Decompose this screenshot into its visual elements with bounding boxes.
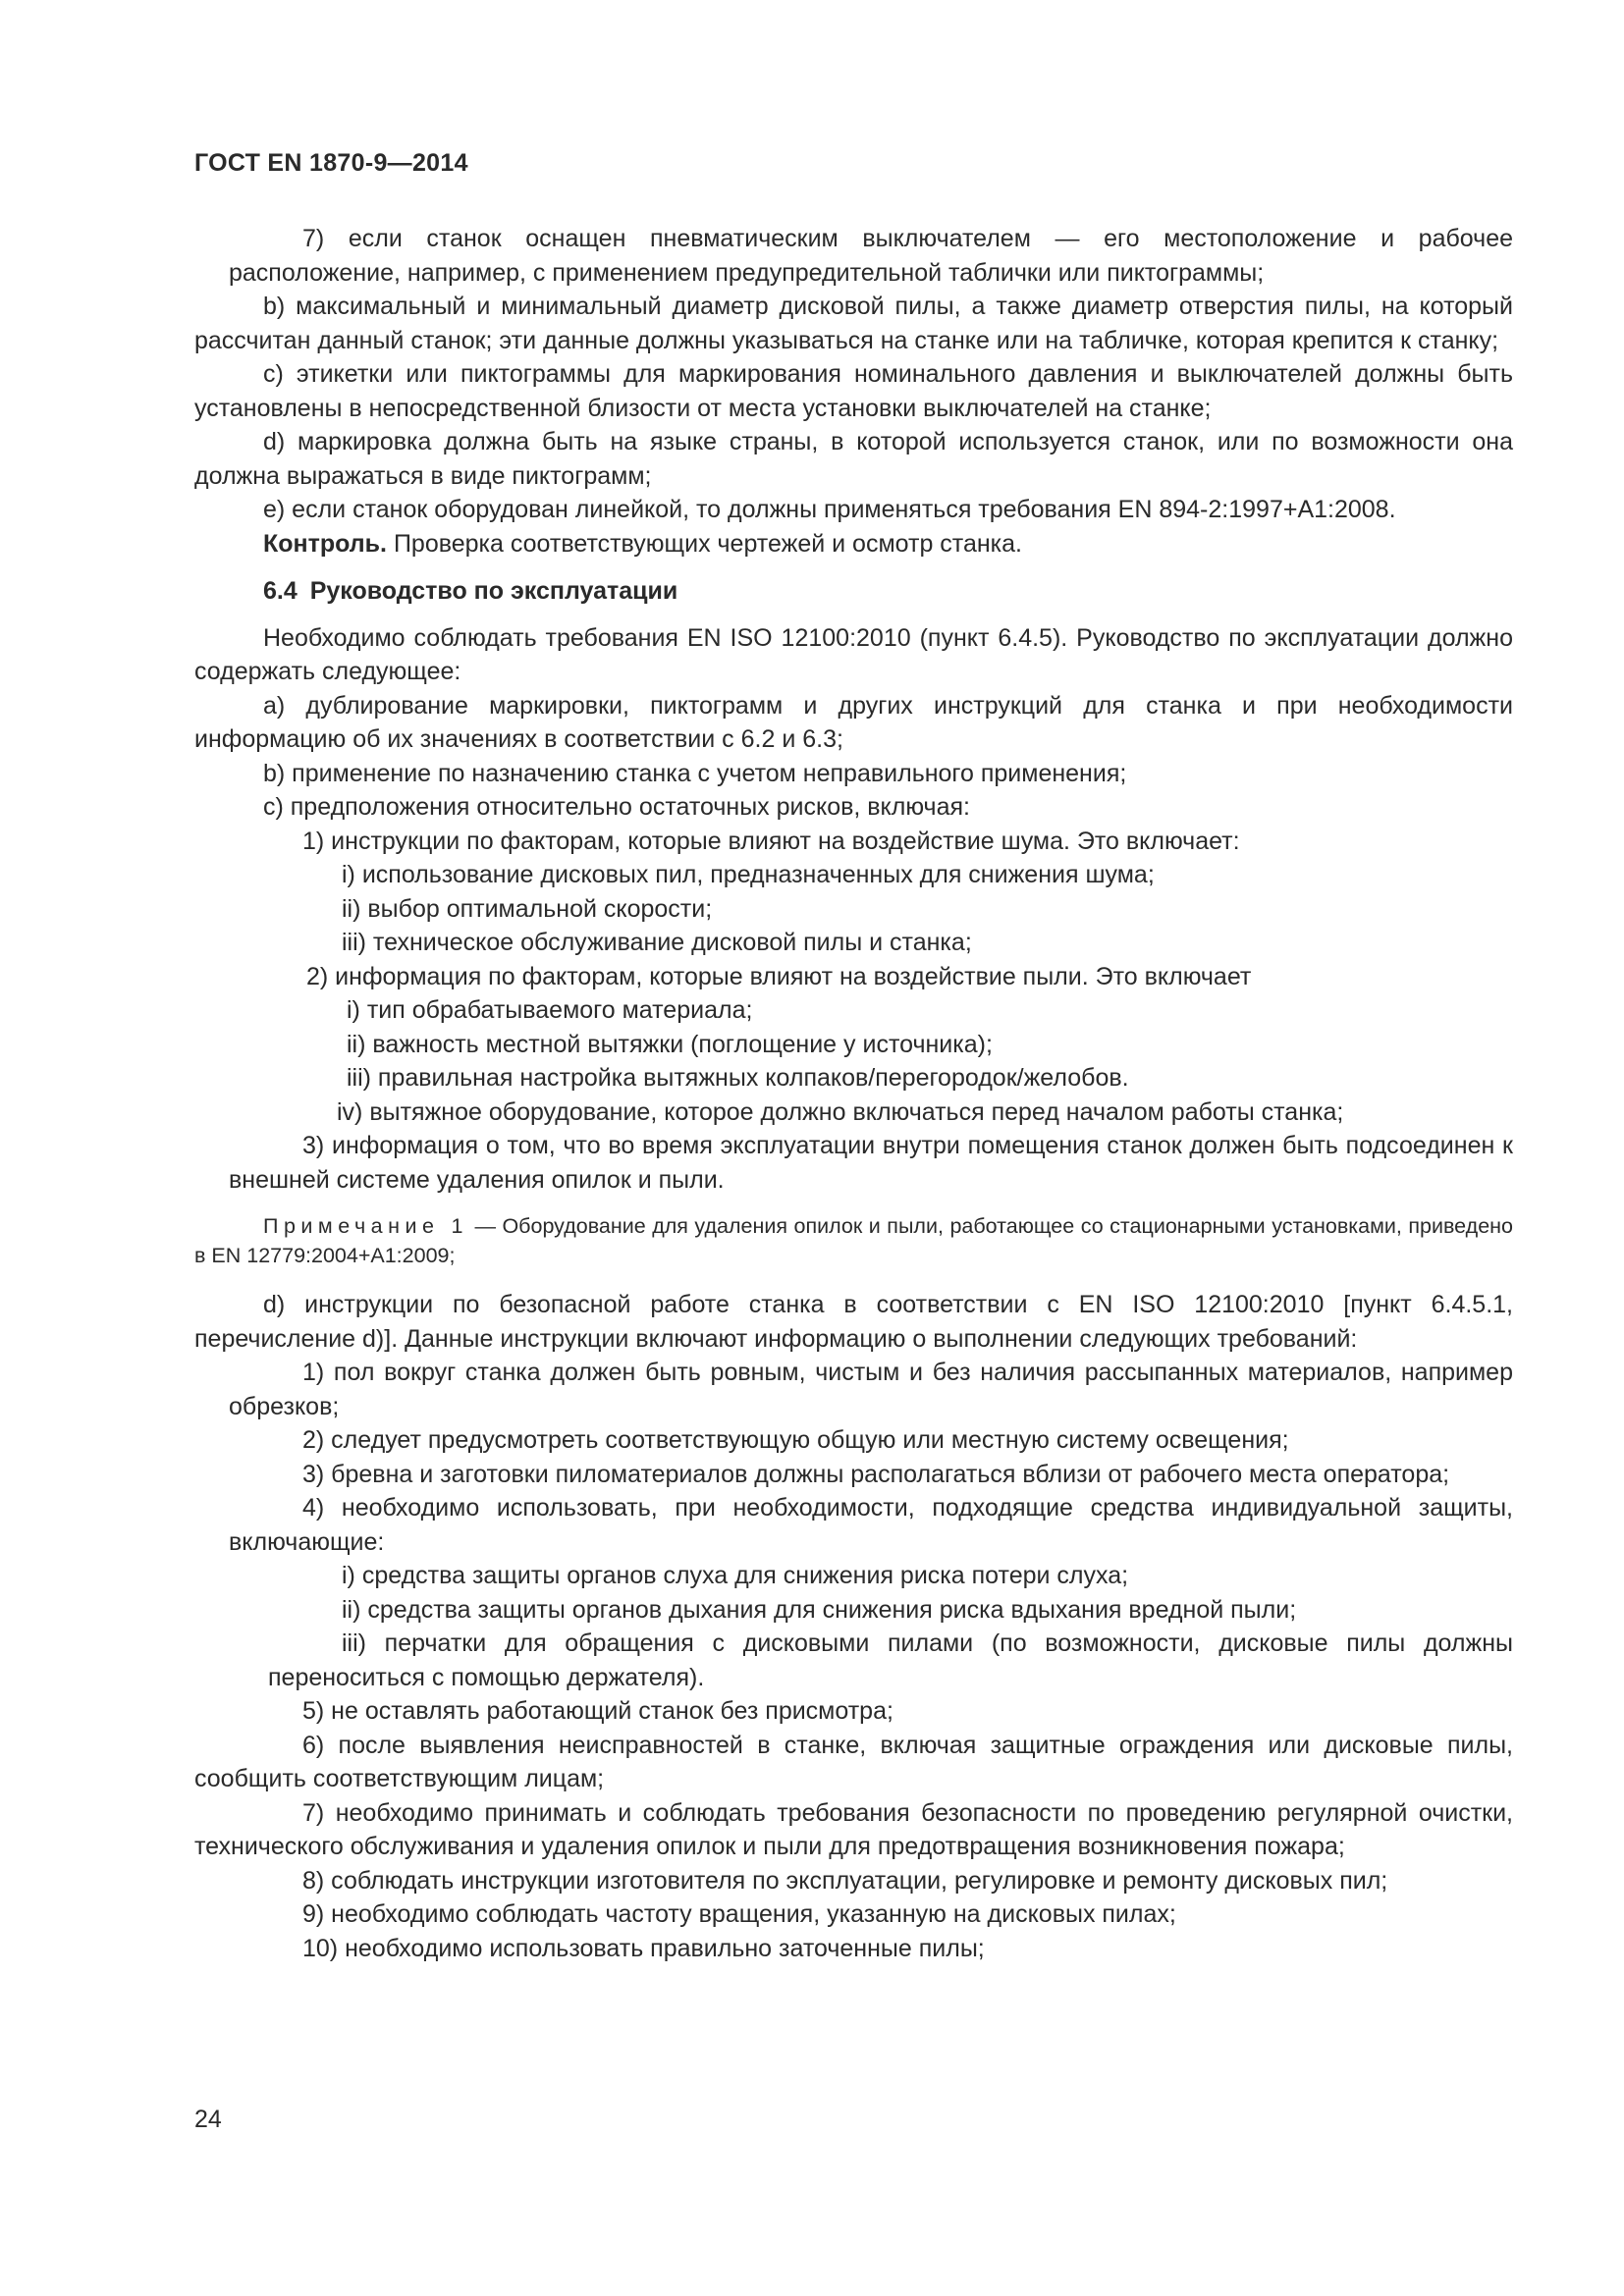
list-item: iv) вытяжное оборудование, которое должно включаться перед началом работы станка; — [337, 1097, 1344, 1126]
list-item: iii) перчатки для обращения с дисковыми пилами (по возможности, дисковые пилы должны переноситься с помощью держателя). — [268, 1629, 1513, 1691]
note-text: — Оборудование для удаления опилок и пыли, работающее со стационарными установками, приведено в EN 12779:2004+A1:2009; — [194, 1214, 1513, 1267]
section-heading — [194, 574, 1513, 609]
list-item: d) маркировка должна быть на языке страны, в которой используется станок, или по возможности она должна выражаться в виде пиктограмм; — [194, 428, 1513, 490]
list-item: iii) техническое обслуживание дисковой пилы и станка; — [342, 929, 972, 956]
section-title: Руководство по эксплуатации — [309, 577, 678, 605]
list-item: iii) правильная настройка вытяжных колпаков/перегородок/желобов. — [347, 1064, 1129, 1092]
list-item: b) применение по назначению станка с учетом неправильного применения; — [263, 759, 1127, 787]
list-item: 8) соблюдать инструкции изготовителя по эксплуатации, регулировке и ремонту дисковых пил; — [302, 1866, 1388, 1895]
document-body — [194, 222, 1513, 1965]
list-item: 4) необходимо использовать, при необходимости, подходящие средства индивидуальной защиты, включающие: — [229, 1494, 1513, 1556]
list-item: i) тип обрабатываемого материала; — [347, 996, 753, 1024]
control-text: Проверка соответствующих чертежей и осмотр станка. — [393, 529, 1023, 558]
list-item: 5) не оставлять работающий станок без присмотра; — [302, 1697, 893, 1725]
list-item: 2) следует предусмотреть соответствующую общую или местную систему освещения; — [302, 1426, 1289, 1454]
list-item: i) средства защиты органов слуха для снижения риска потери слуха; — [342, 1562, 1129, 1589]
list-item: i) использование дисковых пил, предназначенных для снижения шума; — [342, 861, 1155, 888]
list-item: b) максимальный и минимальный диаметр дисковой пилы, а также диаметр отверстия пилы, на который рассчитан данный станок; эти данные должны указываться на станке или на табличке, которая крепится к станку; — [194, 293, 1513, 354]
list-item: 9) необходимо соблюдать частоту вращения, указанную на дисковых пилах; — [302, 1900, 1176, 1928]
page-number: 24 — [194, 2106, 222, 2133]
list-item: d) инструкции по безопасной работе станка в соответствии с EN ISO 12100:2010 [пункт 6.4.5.1, перечисление d)]. Данные инструкции включают информацию о выполнении следующих требований: — [194, 1291, 1513, 1353]
list-item: e) если станок оборудован линейкой, то должны применяться требования EN 894-2:1997+A1:2008. — [263, 496, 1396, 523]
list-item: ii) средства защиты органов дыхания для снижения риска вдыхания вредной пыли; — [342, 1595, 1297, 1624]
list-item: c) предположения относительно остаточных рисков, включая: — [263, 793, 970, 821]
list-item: ii) важность местной вытяжки (поглощение у источника); — [347, 1030, 993, 1058]
list-item: c) этикетки или пиктограммы для маркирования номинального давления и выключателей должны быть установлены в непосредственной близости от места установки выключателей на станке; — [194, 360, 1513, 422]
control-label: Контроль. — [263, 529, 387, 558]
list-item: 2) информация по факторам, которые влияют на воздействие пыли. Это включает — [306, 962, 1252, 990]
note-label: Примечание 1 — [263, 1214, 468, 1238]
list-item: 1) пол вокруг станка должен быть ровным, чистым и без наличия рассыпанных материалов, например обрезков; — [229, 1359, 1513, 1420]
list-item: 6) после выявления неисправностей в станке, включая защитные ограждения или дисковые пилы, сообщить соответствующим лицам; — [194, 1731, 1513, 1792]
list-item: ii) выбор оптимальной скорости; — [342, 894, 713, 923]
list-item: a) дублирование маркировки, пиктограмм и других инструкций для станка и при необходимости информацию об их значениях в соответствии с 6.2 и 6.3; — [194, 691, 1513, 753]
list-item: 3) бревна и заготовки пиломатериалов должны располагаться вблизи от рабочего места оператора; — [302, 1460, 1450, 1488]
list-item: 10) необходимо использовать правильно заточенные пилы; — [302, 1934, 985, 1962]
list-item: 1) инструкции по факторам, которые влияют на воздействие шума. Это включает: — [302, 827, 1240, 855]
note — [194, 1211, 1513, 1270]
list-item: 7) необходимо принимать и соблюдать требования безопасности по проведению регулярной очистки, технического обслуживания и удаления опилок и пыли для предотвращения возникновения пожара; — [194, 1798, 1513, 1860]
document-header: ГОСТ EN 1870-9—2014 — [194, 149, 468, 177]
list-item: 3) информация о том, что во время эксплуатации внутри помещения станок должен быть подсоединен к внешней системе удаления опилок и пыли. — [229, 1132, 1513, 1194]
paragraph: Необходимо соблюдать требования EN ISO 12100:2010 (пункт 6.4.5). Руководство по эксплуатации должно содержать следующее: — [194, 623, 1513, 685]
section-number: 6.4 — [263, 577, 298, 605]
control-paragraph — [194, 527, 1513, 561]
list-item: 7) если станок оснащен пневматическим выключателем — его местоположение и рабочее расположение, например, с применением предупредительной таблички или пиктограммы; — [229, 225, 1513, 287]
